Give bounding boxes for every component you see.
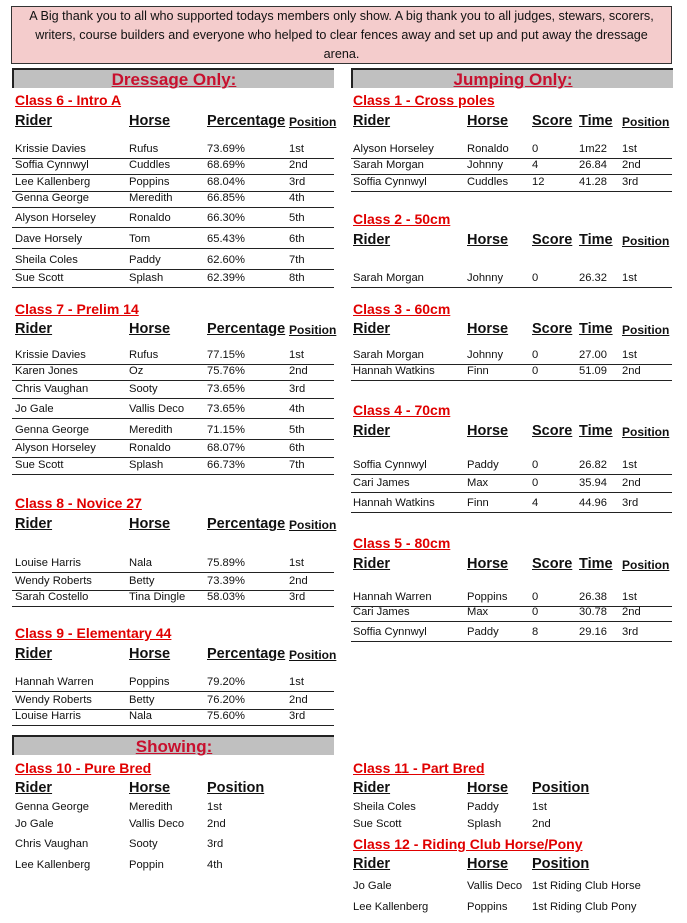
rider-cell: Sheila Coles <box>15 254 78 266</box>
horse-cell: Sooty <box>129 838 158 850</box>
rider-cell: Chris Vaughan <box>15 838 89 850</box>
rider-cell: Louise Harris <box>15 557 81 569</box>
percentage-header: Percentage <box>207 321 286 337</box>
rider-cell: Alyson Horseley <box>15 212 96 224</box>
position-cell: 1st <box>289 676 304 688</box>
percentage-cell: 73.69% <box>207 143 245 155</box>
time-header: Time <box>579 321 613 337</box>
horse-cell: Tina Dingle <box>129 591 186 603</box>
horse-cell: Meredith <box>129 801 173 813</box>
horse-header: Horse <box>467 113 509 129</box>
jumping-class-title: Class 2 - 50cm <box>353 211 451 227</box>
percentage-cell: 73.65% <box>207 403 245 415</box>
percentage-cell: 73.65% <box>207 383 245 395</box>
table-row <box>351 817 671 833</box>
position-cell: 5th <box>289 424 305 436</box>
rider-cell: Dave Horsely <box>15 233 83 245</box>
time-cell: 27.00 <box>579 349 607 361</box>
time-header: Time <box>579 113 613 129</box>
position-cell: 5th <box>289 212 305 224</box>
position-cell: 2nd <box>289 159 308 171</box>
position-cell: 2nd <box>622 159 641 171</box>
position-cell: 7th <box>289 254 305 266</box>
table-row <box>12 423 334 440</box>
horse-cell: Cuddles <box>129 159 171 171</box>
showing-class-title: Class 12 - Riding Club Horse/Pony <box>353 836 583 852</box>
position-cell: 2nd <box>289 365 308 377</box>
percentage-cell: 62.60% <box>207 254 245 266</box>
position-header: Position <box>622 234 670 248</box>
rider-cell: Lee Kallenberg <box>353 901 429 913</box>
table-row <box>351 605 672 622</box>
table-row <box>13 817 333 833</box>
position-cell: 2nd <box>289 694 308 706</box>
table-row <box>351 800 671 816</box>
position-cell: 2nd <box>622 477 641 489</box>
position-header: Position <box>289 518 337 532</box>
position-cell: 3rd <box>622 176 639 188</box>
score-cell: 0 <box>532 143 539 155</box>
horse-cell: Splash <box>467 818 502 830</box>
position-cell: 1st <box>622 591 637 603</box>
table-row <box>351 458 672 475</box>
rider-header: Rider <box>353 321 391 337</box>
rider-cell: Sarah Morgan <box>353 272 424 284</box>
time-header: Time <box>579 232 613 248</box>
rider-cell: Sue Scott <box>353 818 402 830</box>
time-cell: 26.38 <box>579 591 607 603</box>
rider-cell: Hannah Warren <box>353 591 432 603</box>
score-header: Score <box>532 423 573 439</box>
rider-header: Rider <box>15 321 53 337</box>
table-row <box>12 675 334 692</box>
rider-header: Rider <box>15 646 53 662</box>
rider-cell: Sue Scott <box>15 272 64 284</box>
rider-cell: Soffia Cynnwyl <box>353 626 427 638</box>
horse-cell: Poppin <box>129 859 164 871</box>
score-cell: 0 <box>532 477 539 489</box>
score-cell: 0 <box>532 365 539 377</box>
table-row <box>351 158 672 175</box>
score-cell: 12 <box>532 176 545 188</box>
position-cell: 1st <box>289 557 304 569</box>
dressage-class-title: Class 8 - Novice 27 <box>15 495 142 511</box>
horse-cell: Oz <box>129 365 144 377</box>
horse-cell: Max <box>467 477 489 489</box>
table-row <box>351 364 672 381</box>
position-header: Position <box>622 115 670 129</box>
horse-cell: Vallis Deco <box>129 403 185 415</box>
table-row <box>12 458 334 475</box>
percentage-cell: 71.15% <box>207 424 245 436</box>
table-row <box>351 476 672 493</box>
percentage-header: Percentage <box>207 516 286 532</box>
position-cell: 2nd <box>622 606 641 618</box>
rider-cell: Lee Kallenberg <box>15 859 91 871</box>
position-header: Position <box>207 780 265 796</box>
time-cell: 26.84 <box>579 159 607 171</box>
time-cell: 41.28 <box>579 176 607 188</box>
position-cell: 1st Riding Club Pony <box>532 901 637 913</box>
percentage-cell: 68.69% <box>207 159 245 171</box>
percentage-cell: 66.30% <box>207 212 245 224</box>
position-header: Position <box>289 115 337 129</box>
table-row <box>12 211 334 228</box>
horse-cell: Finn <box>467 365 489 377</box>
table-row <box>12 142 334 159</box>
table-row <box>12 175 334 192</box>
time-cell: 30.78 <box>579 606 607 618</box>
table-row <box>351 348 672 365</box>
rider-cell: Jo Gale <box>353 880 392 892</box>
rider-cell: Sheila Coles <box>353 801 416 813</box>
percentage-cell: 79.20% <box>207 676 245 688</box>
position-cell: 2nd <box>622 365 641 377</box>
score-cell: 0 <box>532 591 539 603</box>
horse-cell: Sooty <box>129 383 158 395</box>
position-cell: 3rd <box>289 591 306 603</box>
horse-cell: Finn <box>467 497 489 509</box>
position-cell: 6th <box>289 233 305 245</box>
horse-cell: Poppins <box>467 901 508 913</box>
score-cell: 4 <box>532 497 539 509</box>
horse-header: Horse <box>129 646 171 662</box>
percentage-cell: 62.39% <box>207 272 245 284</box>
horse-header: Horse <box>129 113 171 129</box>
horse-cell: Nala <box>129 710 153 722</box>
table-row <box>12 271 334 288</box>
horse-cell: Vallis Deco <box>129 818 185 830</box>
table-row <box>13 837 333 853</box>
position-cell: 2nd <box>289 575 308 587</box>
horse-cell: Meredith <box>129 192 173 204</box>
table-row <box>12 709 334 726</box>
percentage-header: Percentage <box>207 646 286 662</box>
rider-header: Rider <box>15 516 53 532</box>
jumping-class-title: Class 5 - 80cm <box>353 535 451 551</box>
time-cell: 26.82 <box>579 459 607 471</box>
percentage-cell: 68.04% <box>207 176 245 188</box>
horse-cell: Paddy <box>129 254 161 266</box>
rider-header: Rider <box>353 780 391 796</box>
time-cell: 44.96 <box>579 497 607 509</box>
rider-cell: Soffia Cynnwyl <box>353 459 427 471</box>
position-cell: 4th <box>289 403 305 415</box>
percentage-cell: 75.76% <box>207 365 245 377</box>
score-header: Score <box>532 321 573 337</box>
table-row <box>12 402 334 419</box>
position-cell: 6th <box>289 442 305 454</box>
showing-class-title: Class 10 - Pure Bred <box>15 760 152 776</box>
rider-cell: Sue Scott <box>15 459 64 471</box>
horse-cell: Tom <box>129 233 151 245</box>
position-cell: 1st <box>289 143 304 155</box>
position-cell: 3rd <box>207 838 224 850</box>
table-row <box>12 348 334 365</box>
horse-cell: Rufus <box>129 143 159 155</box>
horse-cell: Betty <box>129 575 155 587</box>
score-cell: 0 <box>532 349 539 361</box>
rider-cell: Lee Kallenberg <box>15 176 91 188</box>
position-header: Position <box>289 323 337 337</box>
position-cell: 1st <box>207 801 222 813</box>
rider-header: Rider <box>353 113 391 129</box>
time-cell: 26.32 <box>579 272 607 284</box>
horse-cell: Meredith <box>129 424 173 436</box>
horse-cell: Ronaldo <box>129 442 171 454</box>
table-row <box>351 900 671 916</box>
rider-cell: Genna George <box>15 192 90 204</box>
position-cell: 2nd <box>532 818 551 830</box>
rider-cell: Sarah Costello <box>15 591 89 603</box>
table-row <box>12 253 334 270</box>
horse-cell: Paddy <box>467 626 499 638</box>
horse-header: Horse <box>467 856 509 872</box>
rider-cell: Hannah Watkins <box>353 365 435 377</box>
dressage-section-header: Dressage Only: <box>12 68 334 88</box>
table-row <box>12 441 334 458</box>
table-row <box>351 142 672 159</box>
rider-cell: Genna George <box>15 424 90 436</box>
jumping-section-header: Jumping Only: <box>351 68 673 88</box>
rider-cell: Genna George <box>15 801 90 813</box>
table-row <box>351 271 672 288</box>
percentage-cell: 73.39% <box>207 575 245 587</box>
horse-header: Horse <box>467 780 509 796</box>
score-cell: 8 <box>532 626 539 638</box>
score-cell: 0 <box>532 459 539 471</box>
rider-header: Rider <box>353 556 391 572</box>
horse-cell: Cuddles <box>467 176 509 188</box>
rider-cell: Soffia Cynnwyl <box>353 176 427 188</box>
horse-cell: Johnny <box>467 159 504 171</box>
horse-header: Horse <box>467 423 509 439</box>
rider-cell: Wendy Roberts <box>15 575 92 587</box>
horse-cell: Ronaldo <box>129 212 171 224</box>
horse-cell: Rufus <box>129 349 159 361</box>
percentage-cell: 66.85% <box>207 192 245 204</box>
position-header: Position <box>622 425 670 439</box>
time-cell: 29.16 <box>579 626 607 638</box>
horse-cell: Poppins <box>129 176 170 188</box>
position-header: Position <box>622 558 670 572</box>
dressage-class-title: Class 9 - Elementary 44 <box>15 625 172 641</box>
horse-cell: Max <box>467 606 489 618</box>
rider-cell: Hannah Warren <box>15 676 94 688</box>
table-row <box>12 574 334 591</box>
horse-header: Horse <box>467 232 509 248</box>
horse-cell: Ronaldo <box>467 143 509 155</box>
table-row <box>12 382 334 399</box>
dressage-class-title: Class 6 - Intro A <box>15 92 122 108</box>
jumping-class-title: Class 3 - 60cm <box>353 301 451 317</box>
horse-header: Horse <box>129 321 171 337</box>
rider-cell: Karen Jones <box>15 365 78 377</box>
horse-header: Horse <box>129 780 171 796</box>
position-cell: 1st <box>622 349 637 361</box>
percentage-cell: 75.89% <box>207 557 245 569</box>
table-row <box>12 364 334 381</box>
rider-cell: Krissie Davies <box>15 349 86 361</box>
table-row <box>12 191 334 208</box>
showing-class-title: Class 11 - Part Bred <box>353 760 485 776</box>
rider-cell: Sarah Morgan <box>353 349 424 361</box>
thank-you-banner <box>11 6 672 64</box>
position-header: Position <box>289 648 337 662</box>
time-header: Time <box>579 556 613 572</box>
horse-cell: Paddy <box>467 801 499 813</box>
score-header: Score <box>532 232 573 248</box>
position-header: Position <box>532 856 590 872</box>
time-header: Time <box>579 423 613 439</box>
horse-cell: Betty <box>129 694 155 706</box>
position-cell: 7th <box>289 459 305 471</box>
table-row <box>12 232 334 249</box>
horse-cell: Splash <box>129 459 164 471</box>
table-row <box>351 625 672 642</box>
jumping-class-title: Class 1 - Cross poles <box>353 92 495 108</box>
position-cell: 1st Riding Club Horse <box>532 880 641 892</box>
rider-header: Rider <box>353 232 391 248</box>
rider-cell: Jo Gale <box>15 818 54 830</box>
score-header: Score <box>532 113 573 129</box>
score-header: Score <box>532 556 573 572</box>
rider-cell: Louise Harris <box>15 710 81 722</box>
position-cell: 3rd <box>622 497 639 509</box>
rider-cell: Cari James <box>353 477 410 489</box>
percentage-cell: 68.07% <box>207 442 245 454</box>
position-cell: 4th <box>289 192 305 204</box>
percentage-header: Percentage <box>207 113 286 129</box>
position-cell: 2nd <box>207 818 226 830</box>
horse-cell: Nala <box>129 557 153 569</box>
percentage-cell: 76.20% <box>207 694 245 706</box>
percentage-cell: 77.15% <box>207 349 245 361</box>
position-cell: 1st <box>622 459 637 471</box>
rider-cell: Wendy Roberts <box>15 694 92 706</box>
percentage-cell: 58.03% <box>207 591 245 603</box>
score-cell: 0 <box>532 606 539 618</box>
horse-header: Horse <box>467 321 509 337</box>
rider-cell: Cari James <box>353 606 410 618</box>
position-cell: 1st <box>622 272 637 284</box>
banner-text: A Big thank you to all who supported todays members only show. A big thank you to all judges, stewars, scorers, writers, course builders and everyone who helped to clear fences away and set up and put away the dressage arena. <box>29 8 654 61</box>
time-cell: 51.09 <box>579 365 607 377</box>
table-row <box>351 496 672 513</box>
position-header: Position <box>532 780 590 796</box>
horse-cell: Splash <box>129 272 164 284</box>
position-cell: 1st <box>289 349 304 361</box>
position-cell: 3rd <box>289 176 306 188</box>
dressage-class-title: Class 7 - Prelim 14 <box>15 301 139 317</box>
rider-header: Rider <box>15 780 53 796</box>
rider-cell: Jo Gale <box>15 403 54 415</box>
rider-cell: Chris Vaughan <box>15 383 89 395</box>
position-header: Position <box>622 323 670 337</box>
horse-cell: Vallis Deco <box>467 880 523 892</box>
time-cell: 1m22 <box>579 143 607 155</box>
percentage-cell: 66.73% <box>207 459 245 471</box>
time-cell: 35.94 <box>579 477 607 489</box>
rider-header: Rider <box>353 856 391 872</box>
table-row <box>13 800 333 816</box>
table-row <box>12 693 334 710</box>
jumping-class-title: Class 4 - 70cm <box>353 402 451 418</box>
rider-cell: Hannah Watkins <box>353 497 435 509</box>
rider-cell: Soffia Cynnwyl <box>15 159 89 171</box>
table-row <box>12 158 334 175</box>
horse-header: Horse <box>129 516 171 532</box>
percentage-cell: 75.60% <box>207 710 245 722</box>
rider-header: Rider <box>353 423 391 439</box>
position-cell: 1st <box>532 801 547 813</box>
percentage-cell: 65.43% <box>207 233 245 245</box>
horse-cell: Poppins <box>129 676 170 688</box>
table-row <box>13 858 333 874</box>
horse-cell: Johnny <box>467 272 504 284</box>
score-cell: 0 <box>532 272 539 284</box>
table-row <box>12 556 334 573</box>
position-cell: 4th <box>207 859 223 871</box>
rider-cell: Alyson Horseley <box>353 143 434 155</box>
rider-cell: Krissie Davies <box>15 143 86 155</box>
rider-cell: Sarah Morgan <box>353 159 424 171</box>
table-row <box>12 590 334 607</box>
score-cell: 4 <box>532 159 539 171</box>
rider-cell: Alyson Horseley <box>15 442 96 454</box>
horse-header: Horse <box>467 556 509 572</box>
horse-cell: Paddy <box>467 459 499 471</box>
table-row <box>351 879 671 895</box>
showing-section-header: Showing: <box>12 735 334 755</box>
table-row <box>351 175 672 192</box>
position-cell: 3rd <box>289 383 306 395</box>
rider-header: Rider <box>15 113 53 129</box>
position-cell: 3rd <box>622 626 639 638</box>
position-cell: 3rd <box>289 710 306 722</box>
position-cell: 1st <box>622 143 637 155</box>
horse-cell: Poppins <box>467 591 508 603</box>
horse-cell: Johnny <box>467 349 504 361</box>
position-cell: 8th <box>289 272 305 284</box>
